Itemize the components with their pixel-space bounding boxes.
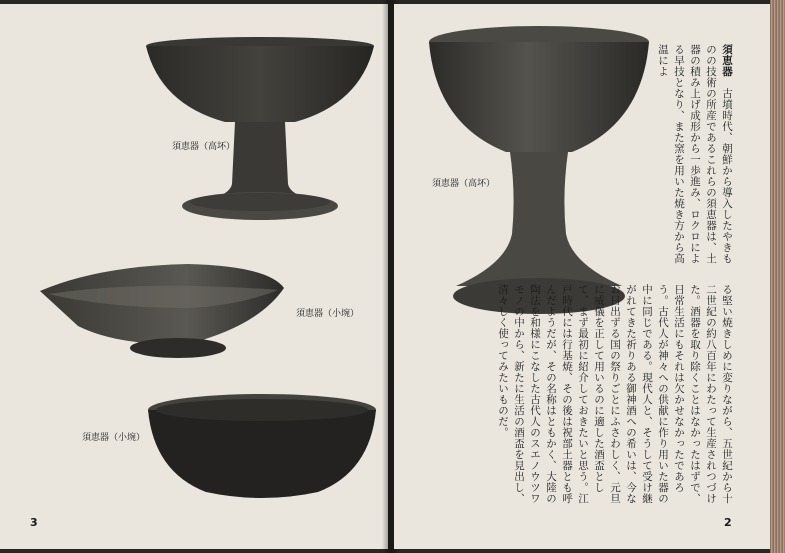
right-page-number: 2 <box>724 516 732 529</box>
paragraph-upper <box>655 44 735 266</box>
left-caption-2: 須恵器（小埦） <box>296 309 360 319</box>
left-page-number: 3 <box>30 516 38 529</box>
body-text-lower <box>410 284 735 514</box>
left-caption-3: 須恵器（小埦） <box>82 433 146 443</box>
right-caption: 須恵器（高坏） <box>432 179 496 189</box>
paragraph-lower: る堅い焼きしめに変りながら、五世紀から十二世紀の約八百年にわたって生産されつづけた。酒器を取り除くことはなかったはずで、日常生活にもそれは欠かせなかったであろう。古代人が神々への供献に作り用いた器の中に同じである。現代人と、そうして受け継がれてきた祈りある御神酒への希いは、今なお日出ずる国の祭りごとにふさわしく、元旦に威儀を正して用いるのに適した酒盃として、まず最初に紹介しておきたいと思う。江戸時代には行基焼、その後は祝部土器とも呼んだようだが、その名称はともかく、大陸の陶法を和様にこなした古代人のスエノウツワモノの中から、新たに生活の酒盃を見出し、清々しく使ってみたいものだ。 <box>497 284 733 504</box>
small-bowl-photo-1 <box>38 256 288 366</box>
left-caption-1: 須恵器（高坏） <box>172 142 236 152</box>
paragraph-upper-text: 古墳時代、朝鮮から導入したやきものの技術の所産であるこれらの須恵器は、土器の積み上げ成形から一歩進み、ロクロによる早技となり、また窯を用いた焼き方から高温によ <box>657 44 733 264</box>
page-edges <box>770 0 785 553</box>
pedestal-cup-photo <box>140 34 380 230</box>
section-heading: 須恵器 <box>721 44 733 77</box>
small-bowl-photo-2 <box>146 392 378 504</box>
